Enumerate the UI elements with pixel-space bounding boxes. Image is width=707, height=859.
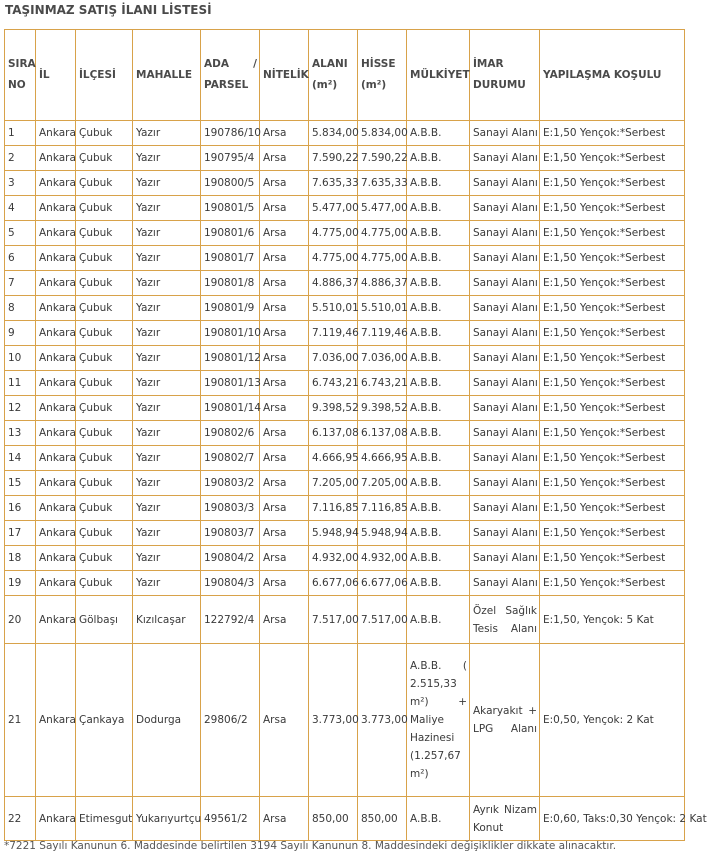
cell-nitelik: Arsa xyxy=(260,496,309,521)
cell-ilcesi: Etimesgut xyxy=(76,797,133,841)
cell-hisse: 6.677,06 xyxy=(358,571,407,596)
cell-imar-durumu: Sanayi Alanı xyxy=(470,221,540,246)
table-row xyxy=(5,371,685,396)
cell-imar-durumu: Sanayi Alanı xyxy=(470,446,540,471)
cell-ilcesi: Çubuk xyxy=(76,421,133,446)
cell-yapilasma-kosulu: E:1,50 Yençok:*Serbest xyxy=(540,521,685,546)
cell-yapilasma-kosulu: E:1,50 Yençok:*Serbest xyxy=(540,221,685,246)
cell-sira-no: 9 xyxy=(5,321,36,346)
cell-hisse: 7.116,85 xyxy=(358,496,407,521)
cell-hisse: 7.119,46 xyxy=(358,321,407,346)
cell-mulkiyet: A.B.B. xyxy=(407,446,470,471)
cell-alani: 5.510,01 xyxy=(309,296,358,321)
cell-yapilasma-kosulu: E:1,50 Yençok:*Serbest xyxy=(540,271,685,296)
cell-il: Ankara xyxy=(36,644,76,797)
cell-nitelik: Arsa xyxy=(260,596,309,644)
cell-nitelik: Arsa xyxy=(260,296,309,321)
cell-imar-durumu: Özel Sağlık Tesis Alanı xyxy=(470,596,540,644)
cell-il: Ankara xyxy=(36,421,76,446)
table-header-row xyxy=(5,30,685,121)
cell-alani: 5.834,00 xyxy=(309,121,358,146)
cell-sira-no: 18 xyxy=(5,546,36,571)
cell-yapilasma-kosulu: E:1,50 Yençok:*Serbest xyxy=(540,396,685,421)
header-imar-durumu: İMAR DURUMU xyxy=(470,30,540,121)
cell-ilcesi: Çubuk xyxy=(76,546,133,571)
cell-imar-durumu: Ayrık Nizam Konut xyxy=(470,797,540,841)
cell-yapilasma-kosulu: E:1,50 Yençok:*Serbest xyxy=(540,321,685,346)
cell-il: Ankara xyxy=(36,521,76,546)
cell-nitelik: Arsa xyxy=(260,797,309,841)
cell-mulkiyet: A.B.B. xyxy=(407,471,470,496)
table-row xyxy=(5,221,685,246)
cell-mahalle: Yazır xyxy=(133,571,201,596)
table-row xyxy=(5,396,685,421)
cell-mahalle: Yazır xyxy=(133,546,201,571)
cell-mulkiyet: A.B.B. xyxy=(407,296,470,321)
cell-mulkiyet: A.B.B. xyxy=(407,797,470,841)
cell-sira-no: 22 xyxy=(5,797,36,841)
header-nitelik: NİTELİK xyxy=(260,30,309,121)
cell-ilcesi: Çubuk xyxy=(76,571,133,596)
cell-yapilasma-kosulu: E:0,60, Taks:0,30 Yençok: 2 Kat xyxy=(540,797,685,841)
cell-il: Ankara xyxy=(36,271,76,296)
cell-il: Ankara xyxy=(36,171,76,196)
cell-hisse: 5.834,00 xyxy=(358,121,407,146)
table-row xyxy=(5,496,685,521)
cell-mahalle: Yazır xyxy=(133,171,201,196)
cell-ilcesi: Çubuk xyxy=(76,296,133,321)
header-il: İL xyxy=(36,30,76,121)
table-body xyxy=(5,121,707,841)
cell-ada-parsel: 49561/2 xyxy=(201,797,260,841)
cell-ada-parsel: 190786/10 xyxy=(201,121,260,146)
cell-sira-no: 19 xyxy=(5,571,36,596)
table-row xyxy=(5,571,685,596)
cell-alani: 7.635,33 xyxy=(309,171,358,196)
cell-alani: 6.677,06 xyxy=(309,571,358,596)
cell-ilcesi: Çubuk xyxy=(76,496,133,521)
cell-sira-no: 2 xyxy=(5,146,36,171)
cell-alani: 4.886,37 xyxy=(309,271,358,296)
cell-yapilasma-kosulu: E:1,50 Yençok:*Serbest xyxy=(540,571,685,596)
cell-alani: 5.948,94 xyxy=(309,521,358,546)
cell-mulkiyet: A.B.B. xyxy=(407,246,470,271)
cell-imar-durumu: Sanayi Alanı xyxy=(470,171,540,196)
cell-hisse: 5.477,00 xyxy=(358,196,407,221)
header-mulkiyet: MÜLKİYET xyxy=(407,30,470,121)
cell-mahalle: Yazır xyxy=(133,346,201,371)
table-row xyxy=(5,271,685,296)
header-ilcesi: İLÇESİ xyxy=(76,30,133,121)
cell-mahalle: Yazır xyxy=(133,246,201,271)
cell-imar-durumu: Sanayi Alanı xyxy=(470,196,540,221)
cell-mulkiyet: A.B.B. xyxy=(407,396,470,421)
cell-imar-durumu: Akaryakıt + LPG Alanı xyxy=(470,644,540,797)
table-row xyxy=(5,321,685,346)
cell-ada-parsel: 190801/13 xyxy=(201,371,260,396)
cell-nitelik: Arsa xyxy=(260,271,309,296)
cell-imar-durumu: Sanayi Alanı xyxy=(470,321,540,346)
page-title: TAŞINMAZ SATIŞ İLANI LİSTESİ xyxy=(5,3,212,17)
cell-hisse: 4.932,00 xyxy=(358,546,407,571)
cell-nitelik: Arsa xyxy=(260,521,309,546)
header-sira-no: SIRA NO xyxy=(5,30,36,121)
cell-ada-parsel: 190795/4 xyxy=(201,146,260,171)
cell-sira-no: 4 xyxy=(5,196,36,221)
header-mahalle: MAHALLE xyxy=(133,30,201,121)
property-sale-listing-table xyxy=(4,29,707,841)
cell-imar-durumu: Sanayi Alanı xyxy=(470,296,540,321)
cell-nitelik: Arsa xyxy=(260,546,309,571)
table-row xyxy=(5,797,685,841)
cell-alani: 4.932,00 xyxy=(309,546,358,571)
cell-alani: 7.517,00 xyxy=(309,596,358,644)
cell-alani: 7.116,85 xyxy=(309,496,358,521)
cell-il: Ankara xyxy=(36,471,76,496)
cell-mulkiyet: A.B.B. xyxy=(407,521,470,546)
cell-mahalle: Yazır xyxy=(133,271,201,296)
cell-ada-parsel: 190804/3 xyxy=(201,571,260,596)
cell-ilcesi: Çubuk xyxy=(76,246,133,271)
cell-imar-durumu: Sanayi Alanı xyxy=(470,346,540,371)
cell-alani: 7.205,00 xyxy=(309,471,358,496)
cell-mulkiyet: A.B.B. xyxy=(407,346,470,371)
cell-hisse: 7.517,00 xyxy=(358,596,407,644)
cell-imar-durumu: Sanayi Alanı xyxy=(470,371,540,396)
cell-il: Ankara xyxy=(36,546,76,571)
cell-ilcesi: Çubuk xyxy=(76,471,133,496)
cell-ilcesi: Çubuk xyxy=(76,171,133,196)
cell-nitelik: Arsa xyxy=(260,446,309,471)
cell-alani: 850,00 xyxy=(309,797,358,841)
cell-ada-parsel: 190801/7 xyxy=(201,246,260,271)
cell-nitelik: Arsa xyxy=(260,571,309,596)
cell-nitelik: Arsa xyxy=(260,196,309,221)
cell-nitelik: Arsa xyxy=(260,321,309,346)
cell-imar-durumu: Sanayi Alanı xyxy=(470,146,540,171)
cell-il: Ankara xyxy=(36,371,76,396)
cell-mahalle: Yazır xyxy=(133,396,201,421)
cell-mahalle: Yazır xyxy=(133,321,201,346)
cell-nitelik: Arsa xyxy=(260,346,309,371)
cell-sira-no: 20 xyxy=(5,596,36,644)
cell-ada-parsel: 190800/5 xyxy=(201,171,260,196)
cell-il: Ankara xyxy=(36,296,76,321)
table-row xyxy=(5,146,685,171)
cell-mahalle: Kızılcaşar xyxy=(133,596,201,644)
cell-mahalle: Yazır xyxy=(133,521,201,546)
header-hisse: HİSSE (m²) xyxy=(358,30,407,121)
cell-ada-parsel: 190804/2 xyxy=(201,546,260,571)
cell-ilcesi: Çubuk xyxy=(76,346,133,371)
cell-alani: 7.119,46 xyxy=(309,321,358,346)
cell-yapilasma-kosulu: E:1,50 Yençok:*Serbest xyxy=(540,196,685,221)
cell-il: Ankara xyxy=(36,146,76,171)
cell-nitelik: Arsa xyxy=(260,471,309,496)
cell-yapilasma-kosulu: E:1,50 Yençok:*Serbest xyxy=(540,121,685,146)
cell-sira-no: 16 xyxy=(5,496,36,521)
cell-yapilasma-kosulu: E:1,50 Yençok:*Serbest xyxy=(540,371,685,396)
cell-yapilasma-kosulu: E:1,50 Yençok:*Serbest xyxy=(540,146,685,171)
cell-sira-no: 11 xyxy=(5,371,36,396)
table-row xyxy=(5,546,685,571)
cell-mulkiyet: A.B.B. xyxy=(407,121,470,146)
cell-mahalle: Yukarıyurtçu xyxy=(133,797,201,841)
cell-mahalle: Yazır xyxy=(133,446,201,471)
cell-il: Ankara xyxy=(36,496,76,521)
cell-alani: 6.743,21 xyxy=(309,371,358,396)
cell-mahalle: Yazır xyxy=(133,121,201,146)
cell-ada-parsel: 190801/9 xyxy=(201,296,260,321)
cell-mahalle: Yazır xyxy=(133,496,201,521)
cell-ada-parsel: 190803/2 xyxy=(201,471,260,496)
cell-mulkiyet: A.B.B. xyxy=(407,371,470,396)
cell-alani: 4.775,00 xyxy=(309,246,358,271)
cell-ilcesi: Gölbaşı xyxy=(76,596,133,644)
table-row xyxy=(5,446,685,471)
cell-ada-parsel: 190803/7 xyxy=(201,521,260,546)
cell-mulkiyet: A.B.B. xyxy=(407,196,470,221)
cell-il: Ankara xyxy=(36,797,76,841)
cell-mulkiyet: A.B.B. xyxy=(407,146,470,171)
cell-yapilasma-kosulu: E:1,50 Yençok:*Serbest xyxy=(540,171,685,196)
table-row xyxy=(5,296,685,321)
cell-mulkiyet: A.B.B. xyxy=(407,496,470,521)
cell-yapilasma-kosulu: E:1,50 Yençok:*Serbest xyxy=(540,246,685,271)
cell-imar-durumu: Sanayi Alanı xyxy=(470,521,540,546)
cell-ada-parsel: 190801/5 xyxy=(201,196,260,221)
cell-nitelik: Arsa xyxy=(260,396,309,421)
cell-nitelik: Arsa xyxy=(260,146,309,171)
cell-il: Ankara xyxy=(36,246,76,271)
table-row xyxy=(5,246,685,271)
cell-alani: 4.666,95 xyxy=(309,446,358,471)
cell-nitelik: Arsa xyxy=(260,171,309,196)
cell-hisse: 3.773,00 xyxy=(358,644,407,797)
cell-sira-no: 1 xyxy=(5,121,36,146)
cell-mahalle: Yazır xyxy=(133,371,201,396)
cell-sira-no: 8 xyxy=(5,296,36,321)
cell-mulkiyet: A.B.B. xyxy=(407,221,470,246)
cell-ada-parsel: 190801/14 xyxy=(201,396,260,421)
cell-mulkiyet: A.B.B. xyxy=(407,321,470,346)
cell-alani: 4.775,00 xyxy=(309,221,358,246)
cell-mulkiyet: A.B.B. xyxy=(407,271,470,296)
cell-ada-parsel: 190803/3 xyxy=(201,496,260,521)
cell-yapilasma-kosulu: E:1,50 Yençok:*Serbest xyxy=(540,546,685,571)
cell-hisse: 4.775,00 xyxy=(358,246,407,271)
cell-mahalle: Yazır xyxy=(133,296,201,321)
cell-hisse: 5.948,94 xyxy=(358,521,407,546)
cell-mahalle: Yazır xyxy=(133,471,201,496)
cell-ada-parsel: 122792/4 xyxy=(201,596,260,644)
cell-yapilasma-kosulu: E:0,50, Yençok: 2 Kat xyxy=(540,644,685,797)
cell-mahalle: Dodurga xyxy=(133,644,201,797)
cell-sira-no: 3 xyxy=(5,171,36,196)
cell-nitelik: Arsa xyxy=(260,221,309,246)
cell-il: Ankara xyxy=(36,571,76,596)
cell-mahalle: Yazır xyxy=(133,221,201,246)
cell-hisse: 4.775,00 xyxy=(358,221,407,246)
cell-imar-durumu: Sanayi Alanı xyxy=(470,546,540,571)
header-yapilasma-kosulu: YAPILAŞMA KOŞULU xyxy=(540,30,685,121)
cell-sira-no: 14 xyxy=(5,446,36,471)
cell-sira-no: 10 xyxy=(5,346,36,371)
cell-hisse: 6.137,08 xyxy=(358,421,407,446)
cell-alani: 6.137,08 xyxy=(309,421,358,446)
cell-il: Ankara xyxy=(36,221,76,246)
cell-ada-parsel: 190801/10 xyxy=(201,321,260,346)
cell-sira-no: 13 xyxy=(5,421,36,446)
cell-ada-parsel: 190801/8 xyxy=(201,271,260,296)
cell-ada-parsel: 190801/6 xyxy=(201,221,260,246)
table-row xyxy=(5,596,685,644)
cell-hisse: 4.666,95 xyxy=(358,446,407,471)
cell-sira-no: 15 xyxy=(5,471,36,496)
cell-sira-no: 5 xyxy=(5,221,36,246)
header-ada-parsel: ADA / PARSEL xyxy=(201,30,260,121)
listing-table-container xyxy=(4,29,707,841)
cell-hisse: 7.635,33 xyxy=(358,171,407,196)
cell-alani: 5.477,00 xyxy=(309,196,358,221)
cell-mulkiyet: A.B.B. ( 2.515,33 m²) + Maliye Hazinesi (1.257,67 m²) xyxy=(407,644,470,797)
cell-il: Ankara xyxy=(36,196,76,221)
cell-yapilasma-kosulu: E:1,50 Yençok:*Serbest xyxy=(540,446,685,471)
cell-hisse: 850,00 xyxy=(358,797,407,841)
cell-sira-no: 6 xyxy=(5,246,36,271)
cell-ada-parsel: 190802/7 xyxy=(201,446,260,471)
cell-yapilasma-kosulu: E:1,50 Yençok:*Serbest xyxy=(540,496,685,521)
cell-il: Ankara xyxy=(36,596,76,644)
cell-yapilasma-kosulu: E:1,50 Yençok:*Serbest xyxy=(540,346,685,371)
cell-ilcesi: Çubuk xyxy=(76,446,133,471)
table-row xyxy=(5,644,685,797)
cell-ilcesi: Çubuk xyxy=(76,271,133,296)
cell-yapilasma-kosulu: E:1,50 Yençok:*Serbest xyxy=(540,296,685,321)
table-row xyxy=(5,346,685,371)
cell-imar-durumu: Sanayi Alanı xyxy=(470,121,540,146)
footnote: *7221 Sayılı Kanunun 6. Maddesinde belirtilen 3194 Sayılı Kanunun 8. Maddesindeki değişiklikler dikkate alınacaktır. xyxy=(4,840,617,852)
cell-hisse: 6.743,21 xyxy=(358,371,407,396)
cell-sira-no: 12 xyxy=(5,396,36,421)
cell-nitelik: Arsa xyxy=(260,121,309,146)
cell-imar-durumu: Sanayi Alanı xyxy=(470,246,540,271)
table-row xyxy=(5,171,685,196)
cell-il: Ankara xyxy=(36,321,76,346)
cell-alani: 3.773,00 xyxy=(309,644,358,797)
cell-ada-parsel: 190801/12 xyxy=(201,346,260,371)
cell-hisse: 7.205,00 xyxy=(358,471,407,496)
cell-alani: 9.398,52 xyxy=(309,396,358,421)
cell-il: Ankara xyxy=(36,346,76,371)
cell-mulkiyet: A.B.B. xyxy=(407,596,470,644)
cell-imar-durumu: Sanayi Alanı xyxy=(470,496,540,521)
cell-ada-parsel: 190802/6 xyxy=(201,421,260,446)
cell-ilcesi: Çubuk xyxy=(76,521,133,546)
cell-hisse: 7.036,00 xyxy=(358,346,407,371)
cell-ilcesi: Çankaya xyxy=(76,644,133,797)
cell-yapilasma-kosulu: E:1,50, Yençok: 5 Kat xyxy=(540,596,685,644)
cell-nitelik: Arsa xyxy=(260,371,309,396)
cell-nitelik: Arsa xyxy=(260,421,309,446)
cell-sira-no: 7 xyxy=(5,271,36,296)
cell-alani: 7.036,00 xyxy=(309,346,358,371)
cell-imar-durumu: Sanayi Alanı xyxy=(470,396,540,421)
cell-sira-no: 21 xyxy=(5,644,36,797)
cell-nitelik: Arsa xyxy=(260,644,309,797)
table-row xyxy=(5,121,685,146)
table-row xyxy=(5,196,685,221)
cell-hisse: 5.510,01 xyxy=(358,296,407,321)
cell-il: Ankara xyxy=(36,446,76,471)
cell-nitelik: Arsa xyxy=(260,246,309,271)
cell-ilcesi: Çubuk xyxy=(76,221,133,246)
cell-mahalle: Yazır xyxy=(133,146,201,171)
cell-ilcesi: Çubuk xyxy=(76,396,133,421)
cell-mahalle: Yazır xyxy=(133,196,201,221)
cell-ilcesi: Çubuk xyxy=(76,196,133,221)
cell-imar-durumu: Sanayi Alanı xyxy=(470,471,540,496)
table-row xyxy=(5,521,685,546)
cell-mahalle: Yazır xyxy=(133,421,201,446)
cell-il: Ankara xyxy=(36,121,76,146)
cell-hisse: 7.590,22 xyxy=(358,146,407,171)
cell-imar-durumu: Sanayi Alanı xyxy=(470,421,540,446)
table-row xyxy=(5,421,685,446)
cell-il: Ankara xyxy=(36,396,76,421)
cell-alani: 7.590,22 xyxy=(309,146,358,171)
table-row xyxy=(5,471,685,496)
cell-mulkiyet: A.B.B. xyxy=(407,171,470,196)
cell-ilcesi: Çubuk xyxy=(76,371,133,396)
cell-sira-no: 17 xyxy=(5,521,36,546)
cell-mulkiyet: A.B.B. xyxy=(407,421,470,446)
cell-ilcesi: Çubuk xyxy=(76,121,133,146)
cell-mulkiyet: A.B.B. xyxy=(407,546,470,571)
cell-hisse: 9.398,52 xyxy=(358,396,407,421)
cell-ada-parsel: 29806/2 xyxy=(201,644,260,797)
cell-yapilasma-kosulu: E:1,50 Yençok:*Serbest xyxy=(540,421,685,446)
cell-ilcesi: Çubuk xyxy=(76,321,133,346)
header-alani: ALANI (m²) xyxy=(309,30,358,121)
cell-imar-durumu: Sanayi Alanı xyxy=(470,271,540,296)
cell-yapilasma-kosulu: E:1,50 Yençok:*Serbest xyxy=(540,471,685,496)
cell-mulkiyet: A.B.B. xyxy=(407,571,470,596)
cell-imar-durumu: Sanayi Alanı xyxy=(470,571,540,596)
cell-hisse: 4.886,37 xyxy=(358,271,407,296)
cell-ilcesi: Çubuk xyxy=(76,146,133,171)
